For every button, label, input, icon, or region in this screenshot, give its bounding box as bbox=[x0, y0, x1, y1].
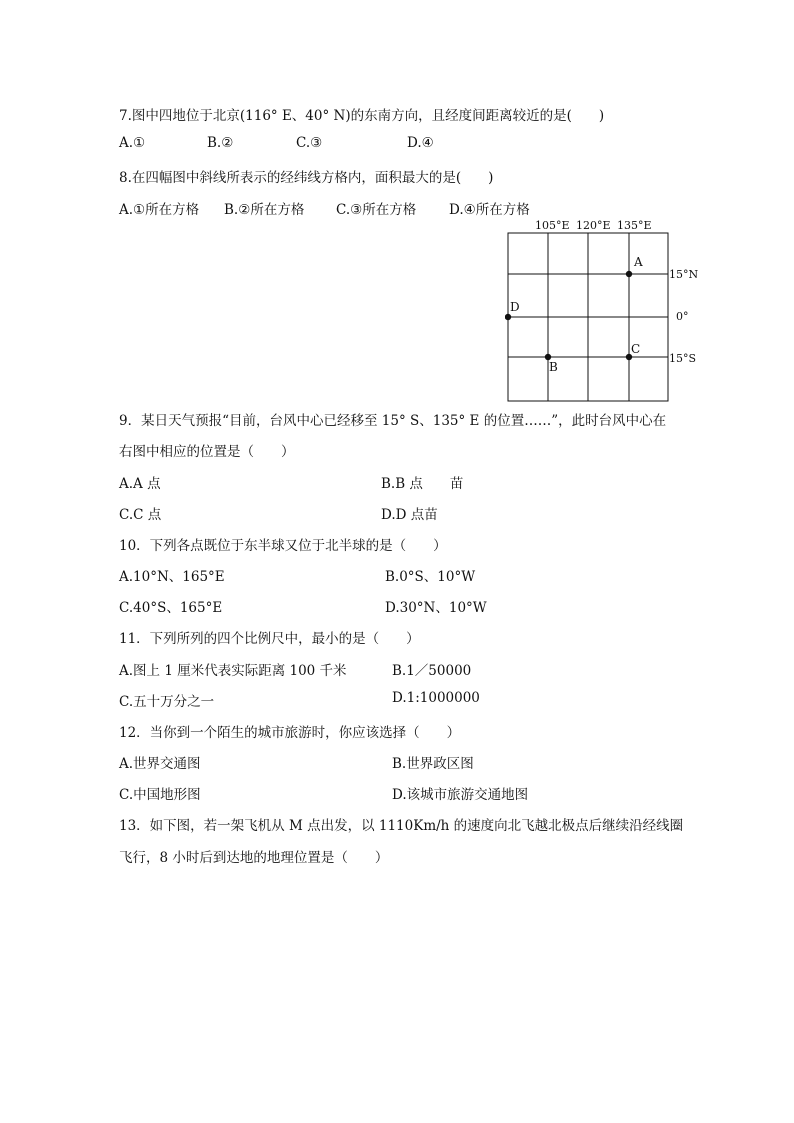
q8-option-d: D.④所在方格 bbox=[449, 202, 530, 218]
q9-stem-line2: 右图中相应的位置是（ ） bbox=[119, 444, 295, 460]
lat-lon-grid-figure bbox=[505, 218, 705, 406]
q13-stem-line2: 飞行，8 小时后到达地的地理位置是（ ） bbox=[119, 850, 389, 866]
q11-stem: 11．下列所列的四个比例尺中，最小的是（ ） bbox=[119, 631, 420, 647]
point-c-label: C bbox=[631, 342, 641, 356]
q9-option-c: C.C 点 bbox=[119, 507, 162, 523]
q13-stem-line1: 13．如下图，若一架飞机从 M 点出发，以 1110Km/h 的速度向北飞越北极点后继续沿经线圈 bbox=[119, 818, 684, 834]
q8-option-a: A.①所在方格 bbox=[119, 202, 200, 218]
q9-option-d: D.D 点苗 bbox=[381, 507, 438, 523]
point-b-label: B bbox=[549, 360, 558, 374]
q11-option-c: C.五十万分之一 bbox=[119, 694, 215, 710]
q10-option-c: C.40°S、165°E bbox=[119, 600, 223, 616]
lon-label-105e: 105°E bbox=[535, 219, 570, 232]
lon-label-135e: 135°E bbox=[617, 219, 652, 232]
q12-stem: 12．当你到一个陌生的城市旅游时，你应该选择（ ） bbox=[119, 725, 461, 741]
q7-option-a: A.① bbox=[119, 135, 146, 151]
q9-option-b: B.B 点 苗 bbox=[381, 476, 464, 492]
point-a-label: A bbox=[634, 255, 643, 269]
q12-option-c: C.中国地形图 bbox=[119, 787, 201, 803]
q11-option-d: D.1:1000000 bbox=[392, 690, 480, 706]
point-d-label: D bbox=[510, 300, 520, 314]
q12-option-b: B.世界政区图 bbox=[392, 756, 474, 772]
q8-option-b: B.②所在方格 bbox=[224, 202, 305, 218]
q7-option-b: B.② bbox=[207, 135, 234, 151]
q12-option-a: A.世界交通图 bbox=[119, 756, 201, 772]
lat-label-0: 0° bbox=[676, 310, 689, 323]
q10-option-b: B.0°S、10°W bbox=[385, 569, 476, 585]
q11-option-a: A.图上 1 厘米代表实际距离 100 千米 bbox=[119, 663, 347, 679]
q9-option-a: A.A 点 bbox=[119, 476, 161, 492]
q9-stem-line1: 9．某日天气预报“目前，台风中心已经移至 15° S、135° E 的位置……”，此时台风中心在 bbox=[119, 413, 667, 429]
point-a-marker bbox=[626, 271, 632, 277]
q12-option-d: D.该城市旅游交通地图 bbox=[392, 787, 529, 803]
grid-svg bbox=[505, 218, 705, 406]
q10-stem: 10．下列各点既位于东半球又位于北半球的是（ ） bbox=[119, 538, 447, 554]
q7-stem: 7.图中四地位于北京(116° E、40° N)的东南方向，且经度间距离较近的是( ) bbox=[119, 108, 605, 124]
lat-label-15n: 15°N bbox=[669, 268, 699, 281]
q11-option-b: B.1／50000 bbox=[392, 663, 472, 679]
lat-label-15s: 15°S bbox=[669, 352, 697, 365]
q7-option-c: C.③ bbox=[296, 135, 323, 151]
q10-option-a: A.10°N、165°E bbox=[119, 569, 225, 585]
q10-option-d: D.30°N、10°W bbox=[385, 600, 487, 616]
q8-option-c: C.③所在方格 bbox=[336, 202, 417, 218]
q8-stem: 8.在四幅图中斜线所表示的经纬线方格内，面积最大的是( ) bbox=[119, 170, 494, 186]
point-d-marker bbox=[505, 314, 511, 320]
q7-option-d: D.④ bbox=[407, 135, 434, 151]
lon-label-120e: 120°E bbox=[576, 219, 611, 232]
